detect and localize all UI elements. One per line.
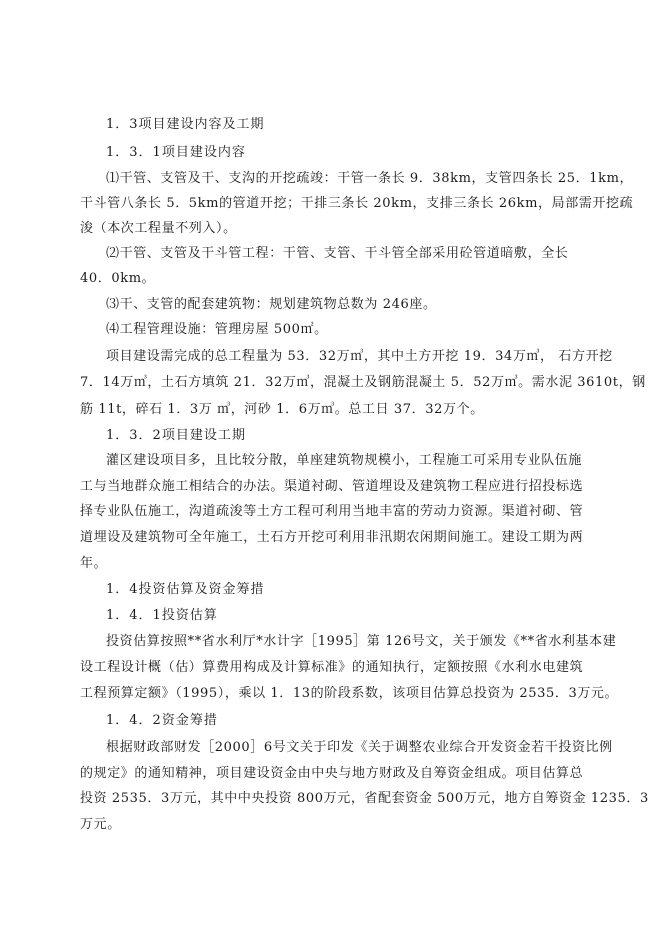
paragraph-line: 项目建设需完成的总工程量为 53．32万㎥，其中土方开挖 19．34万㎥， 石方开挖 [106, 349, 613, 364]
paragraph-line: 灌区建设项目多，且比较分散，单座建筑物规模小，工程施工可采用专业队伍施 [106, 453, 583, 468]
paragraph-line: ⑵干管、支管及干斗管工程：干管、支管、干斗管全部采用砼管道暗敷，全长 [106, 246, 569, 261]
section-heading-1-3-2: 1．3．2项目建设工期 [106, 428, 246, 443]
paragraph-line: 道埋设及建筑物可全年施工，土石方开挖可利用非汛期农闲期间施工。建设工期为两 [80, 530, 584, 545]
paragraph-line: ⑴干管、支管及干、支沟的开挖疏竣：干管一条长 9．38km，支管四条长 25．1km， [106, 171, 634, 186]
paragraph-line: 设工程设计概（估）算费用构成及计算标准》的通知执行，定额按照《水利水电建筑 [80, 660, 584, 675]
paragraph-line: 的规定》的通知精神，项目建设资金由中央与地方财政及自筹资金组成。项目估算总 [80, 766, 584, 781]
paragraph-line: ⑶干、支管的配套建筑物：规划建筑物总数为 246座。 [106, 297, 437, 312]
paragraph-line: 投资 2535．3万元，其中中央投资 800万元，省配套资金 500万元，地方自筹资金 1235．3 [80, 791, 649, 806]
paragraph-line: 万元。 [80, 817, 121, 832]
paragraph-line: 工程预算定额》（1995），乘以 1．13的阶段系数，该项目估算总投资为 2535．3万元。 [80, 686, 619, 701]
paragraph-line: 筋 11t，碎石 1．3万 ㎥，河砂 1．6万㎥。总工日 37．32万个。 [80, 402, 484, 417]
section-heading-1-3: 1．3项目建设内容及工期 [106, 117, 265, 132]
paragraph-line: 40．0km。 [80, 271, 156, 286]
paragraph-line: 年。 [80, 556, 108, 571]
paragraph-line: 根据财政部财发［2000］6号文关于印发《关于调整农业综合开发资金若干投资比例 [106, 740, 613, 755]
section-heading-1-3-1: 1．3．1项目建设内容 [106, 145, 246, 160]
paragraph-line: 投资估算按照**省水利厅*水计字［1995］第 126号文，关于颁发《**省水利基本建 [106, 634, 617, 649]
paragraph-line: 工与当地群众施工相结合的办法。渠道衬砌、管道埋设及建筑物工程应进行招投标选 [80, 479, 584, 494]
section-heading-1-4-1: 1．4．1投资估算 [106, 608, 218, 623]
paragraph-line: ⑷工程管理设施：管理房屋 500㎡。 [106, 322, 328, 337]
paragraph-line: 干斗管八条长 5．5km的管道开挖；干排三条长 20km，支排三条长 26km，局部需开挖疏 [80, 196, 634, 211]
paragraph-line: 择专业队伍施工，沟道疏浚等土方工程可利用当地丰富的劳动力资源。渠道衬砌、管 [80, 504, 584, 519]
section-heading-1-4: 1．4投资估算及资金筹措 [106, 582, 265, 597]
section-heading-1-4-2: 1．4．2资金筹措 [106, 713, 218, 728]
paragraph-line: 浚（本次工程量不列入）。 [80, 221, 237, 236]
paragraph-line: 7．14万㎥，土石方填筑 21．32万㎥，混凝土及钢筋混凝土 5．52万㎥。需水泥 3610t，钢 [80, 375, 646, 390]
